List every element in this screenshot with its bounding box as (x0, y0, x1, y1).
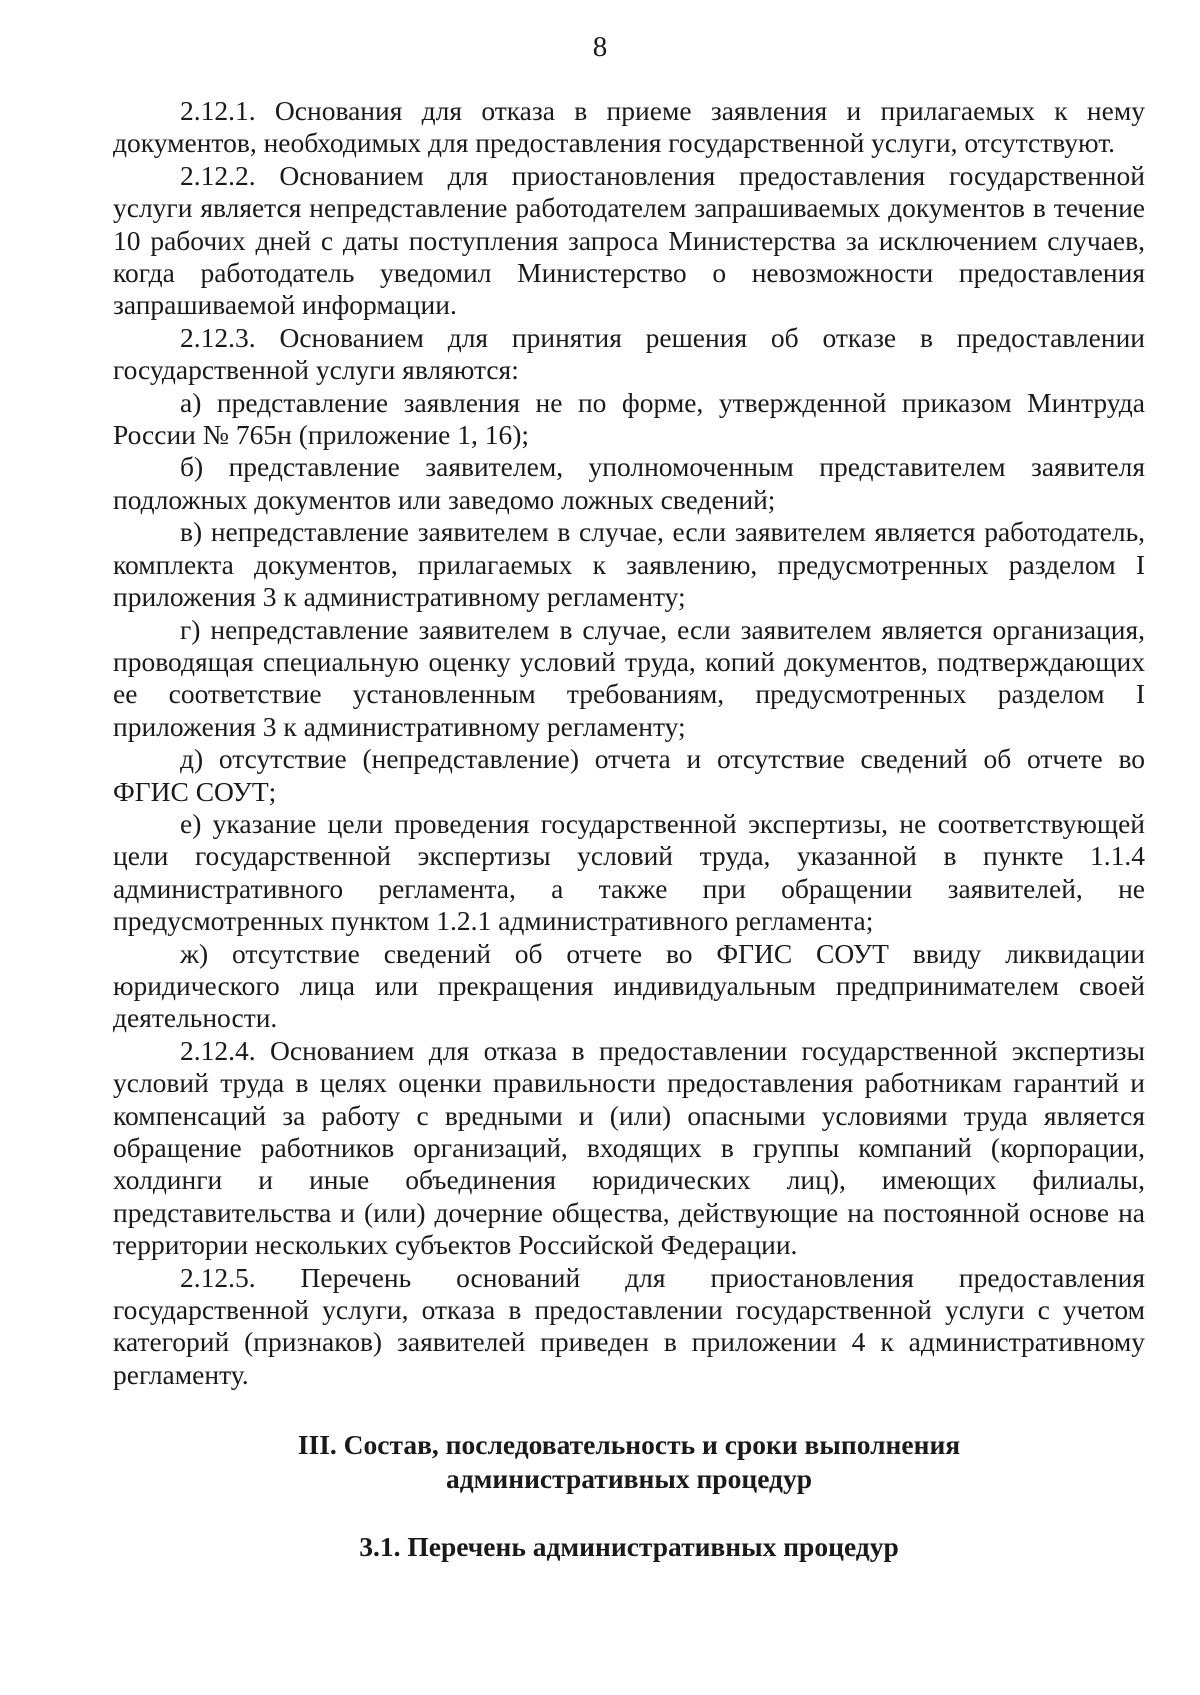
sub-heading: 3.1. Перечень административных процедур (359, 1531, 899, 1563)
section-heading-line-2: административных процедур (446, 1463, 812, 1495)
list-item-a: а) представление заявления не по форме, утвержденной приказом Минтруда России № 765н (приложение 1, 16); (113, 386, 1145, 451)
list-item-v: в) непредставление заявителем в случае, если заявителем является работодатель, комплекта документов, прилагаемых к заявлению, предусмотренных разделом I приложения 3 к административному регламенту; (113, 516, 1145, 613)
list-item-zh: ж) отсутствие сведений об отчете во ФГИС СОУТ ввиду ликвидации юридического лица или прекращения индивидуальным предпринимателем своей деятельности. (113, 937, 1145, 1034)
paragraph-2-12-1: 2.12.1. Основания для отказа в приеме заявления и прилагаемых к нему документов, необходимых для предоставления государственной услуги, отсутствуют. (113, 95, 1145, 159)
paragraph-2-12-2: 2.12.2. Основанием для приостановления предоставления государственной услуги является непредставление работодателем запрашиваемых документов в течение 10 рабочих дней с даты поступления запроса Министерства за исключением случаев, когда работодатель уведомил Министерство о невозможности предоставления запрашиваемой информации. (113, 159, 1145, 321)
list-item-d: д) отсутствие (непредставление) отчета и отсутствие сведений об отчете во ФГИС СОУТ; (113, 743, 1145, 807)
list-item-e: е) указание цели проведения государственной экспертизы, не соответствующей цели государственной экспертизы условий труда, указанной в пункте 1.1.4 административного регламента, а также при обращении заявителей, не предусмотренных пунктом 1.2.1 административного регламента; (113, 807, 1145, 937)
section-heading-line-1: III. Состав, последовательность и сроки выполнения (297, 1429, 961, 1461)
section-heading (113, 1428, 1145, 1496)
paragraph-2-12-4: 2.12.4. Основанием для отказа в предоставлении государственной экспертизы условий труда в целях оценки правильности предоставления работникам гарантий и компенсаций за работу с вредными и (или) опасными условиями труда является обращение работников организаций, входящих в группы компаний (корпорации, холдинги и иные объединения юридических лиц), имеющих филиалы, представительства и (или) дочерние общества, действующие на постоянной основе на территории нескольких субъектов Российской Федерации. (113, 1034, 1145, 1261)
paragraph-2-12-3: 2.12.3. Основанием для принятия решения об отказе в предоставлении государственной услуги являются: (113, 321, 1145, 386)
list-item-g: г) непредставление заявителем в случае, если заявителем является организация, проводящая специальную оценку условий труда, копий документов, подтверждающих ее соответствие установленным требованиям, предусмотренных разделом I приложения 3 к административному регламенту; (113, 613, 1145, 742)
document-body (113, 95, 1145, 1564)
page-number: 8 (592, 31, 608, 63)
list-item-b: б) представление заявителем, уполномоченным представителем заявителя подложных документов или заведомо ложных сведений; (113, 451, 1145, 515)
paragraph-2-12-5: 2.12.5. Перечень оснований для приостановления предоставления государственной услуги, отказа в предоставлении государственной услуги с учетом категорий (признаков) заявителей приведен в приложении 4 к административному регламенту. (113, 1261, 1145, 1390)
